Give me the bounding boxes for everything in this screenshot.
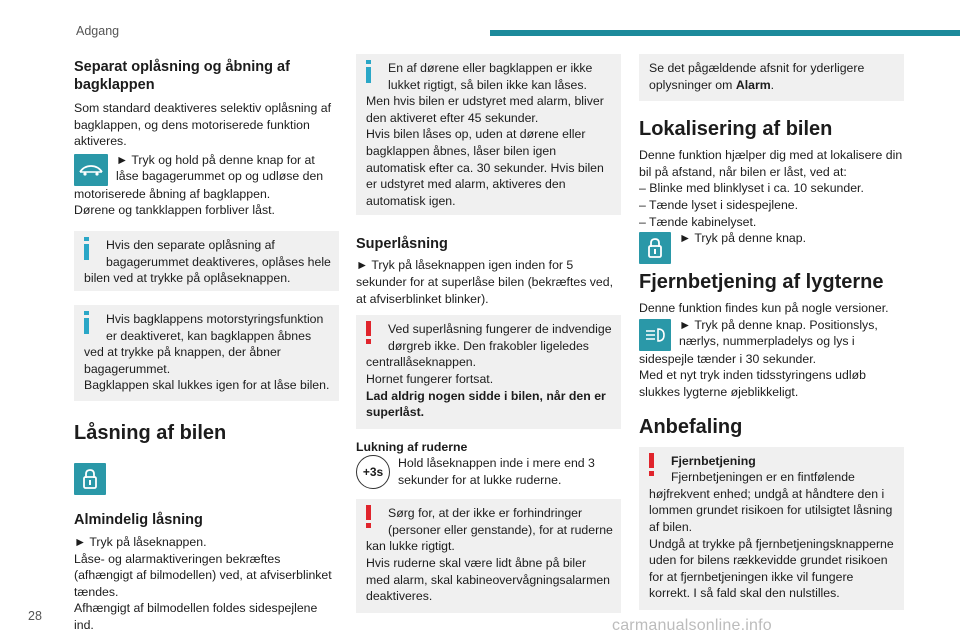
warning-icon <box>647 453 657 477</box>
note-text: Alarm <box>735 77 771 92</box>
note-text: Hornet fungerer fortsat. <box>366 371 494 386</box>
note-text: Hvis ruderne skal være lidt åbne på biler med alarm, skal kabineovervågningsalarmen deaktiveres. <box>366 556 611 604</box>
paragraph: Dørene og tankklappen forbliver låst. <box>74 203 275 218</box>
heading-remote-lights: Fjernbetjening af lygterne <box>639 271 884 294</box>
list-item: – Blinke med blinklyset i ca. 10 sekunder. <box>639 181 864 196</box>
paragraph: ► Tryk på denne knap. Positionslys, nærlys, nummerpladelys og lys i <box>679 317 878 349</box>
paragraph: Hold låseknappen inde i mere end 3 sekunder for at lukke ruderne. <box>398 456 595 487</box>
info-note <box>74 231 339 291</box>
warning-note <box>356 499 621 613</box>
note-text: Hvis bagklappens motorstyringsfunktion er deaktiveret, kan bagklappen åbnes <box>106 311 324 343</box>
header-accent-bar <box>490 30 960 36</box>
note-text: bilen ved at trykke på oplåseknappen. <box>84 271 291 286</box>
page-number: 28 <box>28 609 42 623</box>
paragraph: Låse- og alarmaktiveringen bekræftes (afhængigt af bilmodellen) ved, at afviserblinket tændes. <box>74 551 332 599</box>
column-3 <box>639 52 904 610</box>
info-icon <box>364 60 374 84</box>
info-icon <box>82 237 92 261</box>
note-text: Sørg for, at der ikke er forhindringer (personer eller genstande), for at ruderne <box>388 506 613 537</box>
note-text: Lad aldrig nogen sidde i bilen, når den er superlåst. <box>366 388 606 420</box>
column-2 <box>356 52 621 613</box>
warning-note <box>639 447 904 610</box>
paragraph: ► Tryk på låseknappen igen inden for 5 sekunder for at superlåse bilen (bekræftes ved, at afviserblinket blinker). <box>356 258 614 306</box>
note-title: Fjernbetjening <box>671 453 756 468</box>
note-text: højfrekvent enhed; undgå at håndtere den i lommen grundet risikoen for utilsigtet låsning af bilen. <box>649 486 893 534</box>
note-text: centrallåseknappen. <box>366 355 477 370</box>
note-text: ved at trykke på knappen, der åbner bagagerummet. <box>84 345 281 376</box>
paragraph: motoriserede åbning af bagklappen. <box>74 186 271 201</box>
heading-separate-unlock: Separat oplåsning og åbning af bagklappen <box>74 59 290 93</box>
paragraph: Afhængigt af bilmodellen foldes sidespejlene ind. <box>74 601 318 632</box>
info-note <box>356 54 621 215</box>
paragraph: ► Tryk på låseknappen. <box>74 534 207 549</box>
list-item: – Tænde lyset i sidespejlene. <box>639 197 799 212</box>
note-text: En af dørene eller bagklappen er ikke lukket rigtigt, så bilen ikke kan låses. <box>388 61 593 92</box>
info-icon <box>82 311 92 335</box>
heading-locking: Låsning af bilen <box>74 421 227 444</box>
heading-advice: Anbefaling <box>639 415 743 438</box>
note-text: Men hvis bilen er udstyret med alarm, bliver den aktiveret efter 45 sekunder. <box>366 94 604 125</box>
column-1 <box>74 52 339 634</box>
paragraph: sidespejle tænder i 30 sekunder. <box>639 351 817 366</box>
headlight-icon <box>639 319 671 351</box>
note-text: Bagklappen skal lukkes igen for at låse bilen. <box>84 378 330 393</box>
paragraph: Med et nyt tryk inden tidsstyringens udløb slukkes lygterne øjeblikkeligt. <box>639 368 866 399</box>
info-note <box>639 54 904 101</box>
note-text: Hvis bilen låses op, uden at dørene eller bagklappen åbnes, låser bilen igen automatisk efter ca. 30 sekunder. Hvis bilen er udstyret med alarm, aktiveres den automatisk igen. <box>366 127 604 208</box>
paragraph: ► Tryk på denne knap. <box>679 231 807 246</box>
list-item: – Tænde kabinelyset. <box>639 214 757 229</box>
paragraph: Denne funktion hjælper dig med at lokalisere din bil på afstand, når bilen er låst, ved at: <box>639 148 903 179</box>
info-note <box>74 305 339 401</box>
watermark: carmanualsonline.info <box>612 617 772 634</box>
paragraph: Som standard deaktiveres selektiv oplåsning af bagklappen, og dens motoriserede funktion aktiveres. <box>74 101 332 149</box>
note-text: Se det pågældende afsnit for yderligere oplysninger om <box>649 61 865 92</box>
lock-icon <box>74 463 106 495</box>
note-text: Fjernbetjeningen er en fintfølende <box>671 470 855 485</box>
heading-close-windows: Lukning af ruderne <box>356 439 468 454</box>
note-text: Ved superlåsning fungerer de indvendige dørgreb ikke. Den frakobler ligeledes <box>388 322 612 353</box>
note-text: . <box>770 77 775 92</box>
plus-3s-icon: +3s <box>356 455 390 489</box>
section-header: Adgang <box>76 24 120 38</box>
paragraph: Denne funktion findes kun på nogle versioner. <box>639 301 889 316</box>
warning-icon <box>364 505 374 529</box>
warning-icon <box>364 321 374 345</box>
heading-normal-lock: Almindelig låsning <box>74 511 203 528</box>
paragraph: ► Tryk og hold på denne knap for at låse bagagerummet op og udløse den <box>116 152 324 184</box>
warning-note <box>356 315 621 429</box>
note-text: kan lukke rigtigt. <box>366 539 455 554</box>
heading-superlock: Superlåsning <box>356 236 448 253</box>
note-text: Undgå at trykke på fjernbetjeningsknapperne uden for bilens rækkevidde grundet risikoen for at fjernbetjeningen ikke vil fungere korrekt. I så fald skal den nulstilles. <box>649 536 894 601</box>
trunk-button-icon <box>74 154 108 186</box>
lock-icon <box>639 232 671 264</box>
note-text: Hvis den separate oplåsning af bagagerummet deaktiveres, oplåses hele <box>106 237 331 269</box>
heading-locate-car: Lokalisering af bilen <box>639 118 833 141</box>
